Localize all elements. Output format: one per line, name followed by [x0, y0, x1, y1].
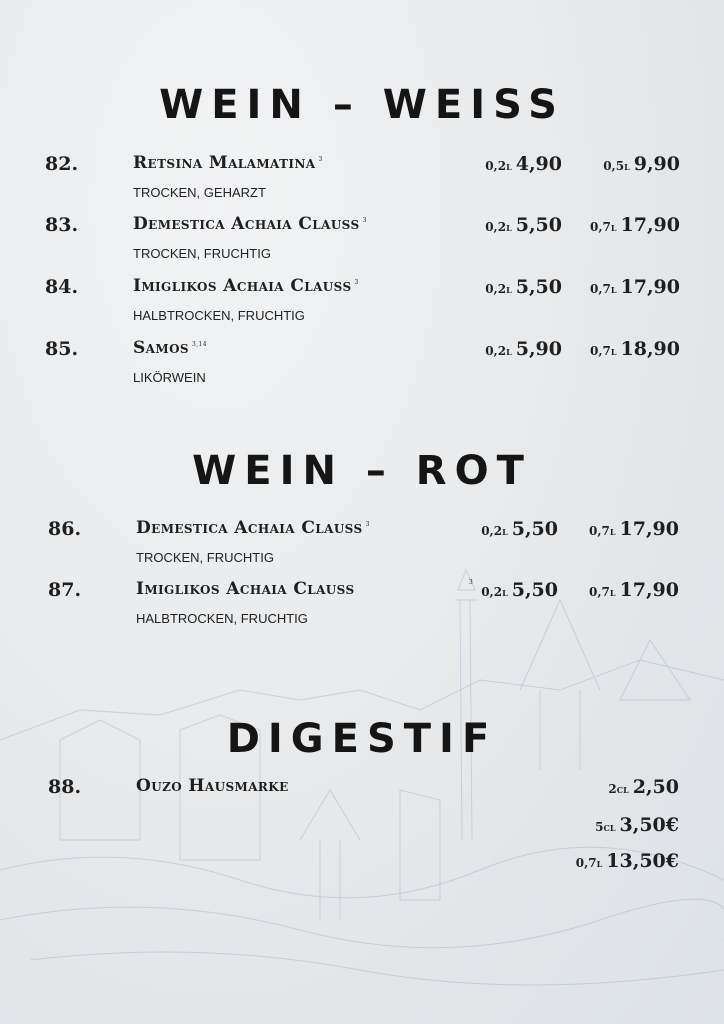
item-description: TROCKEN, FRUCHTIG [136, 550, 274, 565]
price-bottle: 0,7l 13,50€ [575, 850, 679, 872]
allergen-note: 3 [354, 279, 359, 287]
menu-item [0, 518, 724, 568]
price-small: 0,2l 5,50 [485, 214, 562, 236]
item-number: 85. [45, 338, 79, 360]
price-small: 0,2l 5,50 [485, 276, 562, 298]
item-number: 83. [45, 214, 79, 236]
allergen-note: 3,14 [192, 341, 207, 349]
menu-item [0, 338, 724, 388]
allergen-note: 3 [365, 521, 370, 529]
item-name: Demestica Achaia Clauss $^3$ [136, 518, 370, 538]
item-number: 84. [45, 276, 79, 298]
section-heading: WEIN – WEISS [159, 82, 565, 128]
allergen-note: 3 [362, 217, 367, 225]
price-small: 0,2l 5,50 [481, 518, 558, 540]
allergen-note: 3 [318, 156, 323, 164]
item-name: Samos $^{3,14}$ [133, 338, 207, 358]
item-name: Demestica Achaia Clauss $^3$ [133, 214, 367, 234]
menu-item [0, 776, 724, 886]
item-name: Retsina Malamatina $^3$ [133, 153, 323, 173]
item-description: LIKÖRWEIN [133, 370, 206, 385]
menu-item [0, 579, 724, 629]
menu-item [0, 214, 724, 264]
price-large: 0,7l 17,90 [588, 579, 679, 601]
price-large: 0,7l 17,90 [589, 276, 680, 298]
item-number: 82. [45, 153, 79, 175]
item-number: 88. [48, 776, 82, 798]
item-description: TROCKEN, GEHARZT [133, 185, 266, 200]
price-small: 0,2l 4,90 [485, 153, 562, 175]
item-name: Imiglikos Achaia Clauss [136, 579, 355, 599]
section-heading: DIGESTIF [226, 716, 498, 762]
item-name: Imiglikos Achaia Clauss $^3$ [133, 276, 359, 296]
price-large: 0,7l 17,90 [588, 518, 679, 540]
price-large: 0,7l 18,90 [589, 338, 680, 360]
item-name: Ouzo Hausmarke [136, 776, 289, 796]
menu-item [0, 153, 724, 203]
price-large: 0,5l 9,90 [603, 153, 680, 175]
menu-item [0, 276, 724, 326]
item-description: HALBTROCKEN, FRUCHTIG [136, 611, 308, 626]
item-description: HALBTROCKEN, FRUCHTIG [133, 308, 305, 323]
item-description: TROCKEN, FRUCHTIG [133, 246, 271, 261]
item-number: 87. [48, 579, 82, 601]
price-small: 0,2l 5,50 [481, 579, 558, 601]
item-number: 86. [48, 518, 82, 540]
allergen-note: 3 [469, 579, 473, 586]
price-5cl: 5cl 3,50€ [595, 814, 679, 836]
price-large: 0,7l 17,90 [589, 214, 680, 236]
price-2cl: 2cl 2,50 [608, 776, 679, 798]
section-heading: WEIN – ROT [192, 448, 532, 494]
price-small: 0,2l 5,90 [485, 338, 562, 360]
